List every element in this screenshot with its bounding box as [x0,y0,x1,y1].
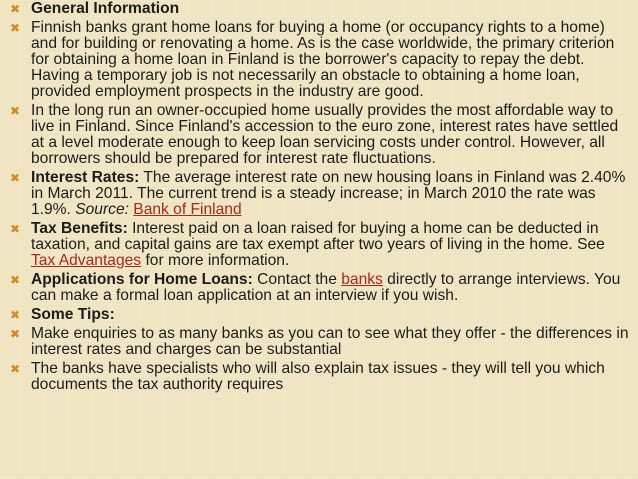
banks-link[interactable]: banks [341,271,383,288]
x-mark-icon: ✖ [10,362,21,376]
x-mark-icon: ✖ [10,171,21,185]
general-information-heading: General Information [31,0,180,17]
list-item-some-tips [0,307,632,323]
list-item-general-information [0,1,632,17]
applications-heading: Applications for Home Loans: [31,271,253,288]
applications-after-text: directly to arrange interviews. You can make a formal loan application at an interview if you wish. [31,271,621,304]
list-item-long-run [0,103,632,167]
applications-text: Contact the [252,271,342,288]
tax-benefits-after-text: for more information. [141,252,290,269]
x-mark-icon: ✖ [10,222,21,236]
list-item-finnish-banks [0,20,632,100]
x-mark-icon: ✖ [10,308,21,322]
tax-benefits-heading: Tax Benefits: [31,220,128,237]
x-mark-icon: ✖ [10,104,21,118]
tip-specialists-text: The banks have specialists who will also explain tax issues - they will tell you which documents the tax authority requires [31,360,605,393]
x-mark-icon: ✖ [10,273,21,287]
interest-rates-text: The average interest rate on new housing loans in Finland was 2.40% in March 2011. The current trend is a steady increase; in March 2010 the rate was 1.9%. [31,169,626,218]
list-item-tax-benefits [0,221,632,269]
bullet-list [0,1,632,396]
x-mark-icon: ✖ [10,21,21,35]
x-mark-icon: ✖ [10,327,21,341]
bank-of-finland-link[interactable]: Bank of Finland [133,201,242,218]
tax-advantages-link[interactable]: Tax Advantages [31,252,142,269]
some-tips-heading: Some Tips: [31,306,115,323]
x-mark-icon: ✖ [10,2,21,16]
list-item-interest-rates [0,170,632,218]
tax-benefits-text: Interest paid on a loan raised for buying a home can be deducted in taxation, and capital gains are tax exempt after two years of living in the home. See [31,220,605,253]
interest-rates-heading: Interest Rates: [31,169,140,186]
list-item-applications [0,272,632,304]
list-item-tip-enquiries [0,326,632,358]
list-item-tip-specialists [0,361,632,393]
long-run-text: In the long run an owner-occupied home usually provides the most affordable way to live in Finland. Since Finland's accession to the euro zone, interest rates have settled at a level moderate enough to keep loan servicing costs under control. However, all borrowers should be prepared for interest rate fluctuations. [31,102,619,167]
finnish-banks-text: Finnish banks grant home loans for buying a home (or occupancy rights to a home) and for building or renovating a home. As is the case worldwide, the primary criterion for obtaining a home loan in Finland is the borrower's capacity to repay the debt. Having a temporary job is not necessarily an obstacle to obtaining a home loan, provided employment prospects in the industry are good. [31,19,615,100]
source-label: Source: [75,201,134,218]
tip-enquiries-text: Make enquiries to as many banks as you can to see what they offer - the differences in interest rates and charges can be substantial [31,325,629,358]
